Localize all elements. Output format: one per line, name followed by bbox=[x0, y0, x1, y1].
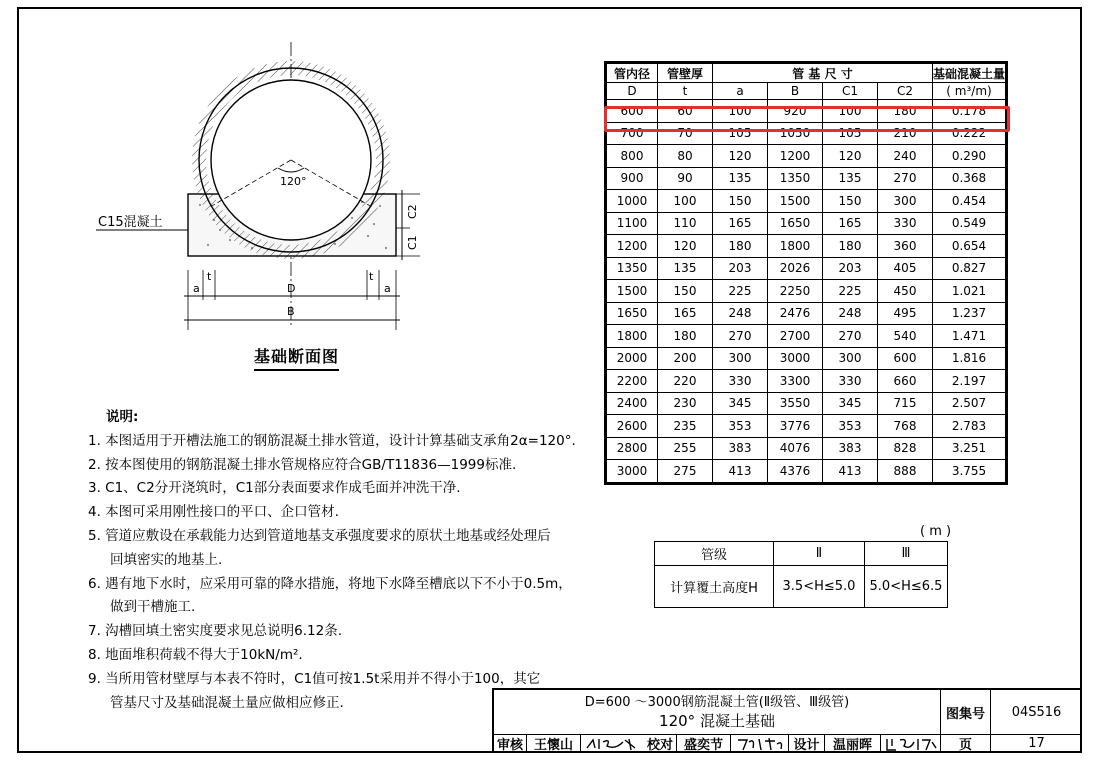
cover-height-label: 计算覆土高度H bbox=[655, 566, 774, 608]
table-cell: 383 bbox=[713, 437, 768, 460]
dim-c1: C1 bbox=[406, 235, 419, 250]
note-line: 6. 遇有地下水时，应采用可靠的降水措施，将地下水降至槽底以下不小于0.5m， bbox=[88, 575, 572, 592]
dim-a-left: a bbox=[193, 282, 200, 295]
table-cell: 275 bbox=[658, 460, 713, 483]
table-cell: 600 bbox=[878, 347, 933, 370]
drawing-title bbox=[494, 690, 940, 734]
cover-value-2: 3.5<H≤5.0 bbox=[774, 566, 865, 608]
table-cell: 1350 bbox=[768, 167, 823, 190]
dim-t-left: t bbox=[207, 270, 212, 283]
table-cell: 300 bbox=[823, 347, 878, 370]
table-cell: 413 bbox=[823, 460, 878, 483]
table-cell: 715 bbox=[878, 392, 933, 415]
notes-title: 说明: bbox=[106, 409, 139, 425]
table-row bbox=[607, 415, 1006, 438]
table-cell: 345 bbox=[713, 392, 768, 415]
table-cell: 353 bbox=[823, 415, 878, 438]
table-cell: 180 bbox=[713, 235, 768, 258]
table-cell: 2800 bbox=[607, 437, 658, 460]
page-label: 页 bbox=[940, 734, 990, 753]
table-cell: 70 bbox=[658, 122, 713, 145]
table-cell: 270 bbox=[823, 325, 878, 348]
table-cell: 330 bbox=[713, 370, 768, 393]
table-cell: 110 bbox=[658, 212, 713, 235]
table-row bbox=[607, 167, 1006, 190]
check-label: 校对 bbox=[646, 738, 673, 753]
table-cell: 100 bbox=[658, 190, 713, 213]
table-row bbox=[607, 280, 1006, 303]
note-line: 回填密实的地基上. bbox=[110, 551, 223, 568]
col-header-volume: 基础混凝土量 bbox=[933, 64, 1006, 83]
reviewer-signature bbox=[580, 734, 644, 753]
table-cell: 270 bbox=[878, 167, 933, 190]
table-cell: 135 bbox=[713, 167, 768, 190]
drawing-title-line1: D=600 ～3000钢筋混凝土管(Ⅱ级管、Ⅲ级管) bbox=[584, 695, 850, 710]
table-cell: 165 bbox=[713, 212, 768, 235]
table-cell: 80 bbox=[658, 145, 713, 168]
dim-t-right: t bbox=[369, 270, 374, 283]
col-header-size: 管 基 尺 寸 bbox=[713, 64, 933, 83]
design-label: 设计 bbox=[788, 734, 824, 753]
table-cell: 768 bbox=[878, 415, 933, 438]
table-cell: 450 bbox=[878, 280, 933, 303]
note-line: 1. 本图适用于开槽法施工的钢筋混凝土排水管道，设计计算基础支承角2α=120°. bbox=[88, 432, 576, 449]
table-cell: 120 bbox=[713, 145, 768, 168]
page-edge bbox=[1087, 0, 1107, 761]
table-cell: 1650 bbox=[607, 302, 658, 325]
table-cell: 3550 bbox=[768, 392, 823, 415]
col-sub-t: t bbox=[658, 83, 713, 100]
table-cell: 2700 bbox=[768, 325, 823, 348]
table-cell: 3300 bbox=[768, 370, 823, 393]
table-cell: 1.816 bbox=[933, 347, 1006, 370]
table-row bbox=[607, 145, 1006, 168]
table-cell: 0.549 bbox=[933, 212, 1006, 235]
table-cell: 888 bbox=[878, 460, 933, 483]
table-cell: 330 bbox=[823, 370, 878, 393]
table-cell: 225 bbox=[713, 280, 768, 303]
table-cell: 1000 bbox=[607, 190, 658, 213]
table-cell: 1500 bbox=[607, 280, 658, 303]
atlas-label: 图集号 bbox=[940, 690, 990, 734]
table-cell: 413 bbox=[713, 460, 768, 483]
col-header-d: 管内径 bbox=[607, 64, 658, 83]
table-cell: 135 bbox=[658, 257, 713, 280]
table-cell: 660 bbox=[878, 370, 933, 393]
table-cell: 360 bbox=[878, 235, 933, 258]
table-cell: 203 bbox=[713, 257, 768, 280]
table-cell: 4076 bbox=[768, 437, 823, 460]
page-number: 17 bbox=[990, 734, 1082, 753]
table-cell: 3.755 bbox=[933, 460, 1006, 483]
table-row bbox=[607, 190, 1006, 213]
note-line: 2. 按本图使用的钢筋混凝土排水管规格应符合GB/T11836—1999标准. bbox=[88, 456, 517, 473]
table-cell: 0.178 bbox=[933, 100, 1006, 123]
table-cell: 383 bbox=[823, 437, 878, 460]
table-cell: 495 bbox=[878, 302, 933, 325]
table-cell: 405 bbox=[878, 257, 933, 280]
table-cell: 105 bbox=[823, 122, 878, 145]
table-row bbox=[607, 437, 1006, 460]
table-cell: 1.021 bbox=[933, 280, 1006, 303]
table-cell: 2.783 bbox=[933, 415, 1006, 438]
table-cell: 1650 bbox=[768, 212, 823, 235]
table-cell: 0.654 bbox=[933, 235, 1006, 258]
note-line: 管基尺寸及基础混凝土量应做相应修正. bbox=[110, 694, 344, 711]
table-cell: 900 bbox=[607, 167, 658, 190]
table-cell: 345 bbox=[823, 392, 878, 415]
table-cell: 150 bbox=[713, 190, 768, 213]
table-cell: 3.251 bbox=[933, 437, 1006, 460]
table-row bbox=[607, 460, 1006, 483]
note-line: 5. 管道应敷设在承载能力达到管道地基支承强度要求的原状土地基或经处理后 bbox=[88, 527, 551, 544]
reviewer-name: 王懷山 bbox=[526, 734, 580, 753]
table-cell: 165 bbox=[658, 302, 713, 325]
note-line: 7. 沟槽回填土密实度要求见总说明6.12条. bbox=[88, 623, 343, 640]
table-cell: 220 bbox=[658, 370, 713, 393]
cover-table bbox=[654, 541, 948, 608]
table-cell: 2.507 bbox=[933, 392, 1006, 415]
table-cell: 700 bbox=[607, 122, 658, 145]
table-cell: 1500 bbox=[768, 190, 823, 213]
table-cell: 2200 bbox=[607, 370, 658, 393]
dim-a-right: a bbox=[384, 282, 391, 295]
table-cell: 225 bbox=[823, 280, 878, 303]
table-cell: 210 bbox=[878, 122, 933, 145]
table-cell: 2250 bbox=[768, 280, 823, 303]
foundation-section-drawing bbox=[80, 30, 420, 350]
table-cell: 0.454 bbox=[933, 190, 1006, 213]
table-cell: 2.197 bbox=[933, 370, 1006, 393]
highlight-box bbox=[604, 106, 1010, 132]
table-cell: 180 bbox=[823, 235, 878, 258]
angle-label: 120° bbox=[280, 175, 307, 188]
table-cell: 100 bbox=[823, 100, 878, 123]
table-cell: 120 bbox=[823, 145, 878, 168]
table-row bbox=[607, 392, 1006, 415]
table-row bbox=[607, 370, 1006, 393]
table-cell: 828 bbox=[878, 437, 933, 460]
table-cell: 248 bbox=[713, 302, 768, 325]
note-line: 3. C1、C2分开浇筑时，C1部分表面要求作成毛面并冲洗干净. bbox=[88, 480, 461, 497]
table-row bbox=[607, 235, 1006, 258]
table-cell: 270 bbox=[713, 325, 768, 348]
table-cell: 3000 bbox=[607, 460, 658, 483]
table-cell: 540 bbox=[878, 325, 933, 348]
table-row bbox=[607, 257, 1006, 280]
table-cell: 920 bbox=[768, 100, 823, 123]
atlas-number: 04S516 bbox=[990, 690, 1082, 734]
table-cell: 353 bbox=[713, 415, 768, 438]
col-sub-c2: C2 bbox=[878, 83, 933, 100]
table-cell: 2476 bbox=[768, 302, 823, 325]
table-cell: 600 bbox=[607, 100, 658, 123]
col-sub-volume: ( m³/m) bbox=[933, 83, 1006, 100]
cover-header-grade: 管级 bbox=[655, 542, 774, 566]
drawing-caption: 基础断面图 bbox=[254, 344, 339, 371]
table-cell: 135 bbox=[823, 167, 878, 190]
table-cell: 300 bbox=[878, 190, 933, 213]
table-cell: 150 bbox=[658, 280, 713, 303]
col-sub-a: a bbox=[713, 83, 768, 100]
dim-d: D bbox=[287, 282, 296, 295]
notes-section bbox=[88, 406, 576, 715]
table-cell: 255 bbox=[658, 437, 713, 460]
table-cell: 90 bbox=[658, 167, 713, 190]
table-row bbox=[607, 302, 1006, 325]
table-cell: 800 bbox=[607, 145, 658, 168]
table-cell: 0.827 bbox=[933, 257, 1006, 280]
cover-grade-3: Ⅲ bbox=[865, 542, 948, 566]
concrete-label: C15混凝土 bbox=[98, 215, 163, 230]
table-cell: 4376 bbox=[768, 460, 823, 483]
table-row bbox=[607, 347, 1006, 370]
note-line: 8. 地面堆积荷载不得大于10kN/m². bbox=[88, 646, 303, 663]
table-cell: 0.290 bbox=[933, 145, 1006, 168]
table-row bbox=[607, 212, 1006, 235]
table-cell: 240 bbox=[878, 145, 933, 168]
table-cell: 120 bbox=[658, 235, 713, 258]
table-cell: 180 bbox=[878, 100, 933, 123]
table-cell: 1.237 bbox=[933, 302, 1006, 325]
note-line: 4. 本图可采用刚性接口的平口、企口管材. bbox=[88, 504, 339, 521]
designer-signature bbox=[880, 734, 940, 753]
table-cell: 230 bbox=[658, 392, 713, 415]
table-cell: 1200 bbox=[607, 235, 658, 258]
cover-value-3: 5.0<H≤6.5 bbox=[865, 566, 948, 608]
checker-name: 盛奕节 bbox=[676, 734, 730, 753]
table-cell: 1800 bbox=[607, 325, 658, 348]
table-cell: 2600 bbox=[607, 415, 658, 438]
table-cell: 203 bbox=[823, 257, 878, 280]
table-cell: 180 bbox=[658, 325, 713, 348]
table-cell: 60 bbox=[658, 100, 713, 123]
col-sub-b: B bbox=[768, 83, 823, 100]
table-cell: 105 bbox=[713, 122, 768, 145]
table-cell: 330 bbox=[878, 212, 933, 235]
table-cell: 1100 bbox=[607, 212, 658, 235]
note-line: 做到干槽施工. bbox=[110, 599, 196, 616]
table-cell: 2400 bbox=[607, 392, 658, 415]
table-cell: 3000 bbox=[768, 347, 823, 370]
note-line: 9. 当所用管材壁厚与本表不符时，C1值可按1.5t采用并不得小于100，其它 bbox=[88, 670, 541, 687]
table-cell: 0.222 bbox=[933, 122, 1006, 145]
designer-name: 温丽晖 bbox=[824, 734, 880, 753]
title-block bbox=[492, 688, 1082, 753]
unit-label: ( m ) bbox=[920, 524, 952, 539]
table-cell: 1350 bbox=[607, 257, 658, 280]
table-cell: 1800 bbox=[768, 235, 823, 258]
table-cell: 1050 bbox=[768, 122, 823, 145]
table-cell: 2000 bbox=[607, 347, 658, 370]
cover-grade-2: Ⅱ bbox=[774, 542, 865, 566]
table-cell: 3776 bbox=[768, 415, 823, 438]
table-cell: 100 bbox=[713, 100, 768, 123]
table-cell: 300 bbox=[713, 347, 768, 370]
col-sub-c1: C1 bbox=[823, 83, 878, 100]
table-cell: 248 bbox=[823, 302, 878, 325]
table-row bbox=[607, 325, 1006, 348]
checker-signature bbox=[730, 734, 788, 753]
col-sub-d: D bbox=[607, 83, 658, 100]
table-cell: 235 bbox=[658, 415, 713, 438]
table-cell: 200 bbox=[658, 347, 713, 370]
drawing-title-line2: 120° 混凝土基础 bbox=[659, 712, 775, 730]
table-cell: 2026 bbox=[768, 257, 823, 280]
col-header-t: 管壁厚 bbox=[658, 64, 713, 83]
dim-c2: C2 bbox=[406, 204, 419, 219]
table-cell: 165 bbox=[823, 212, 878, 235]
review-label: 审核 bbox=[496, 738, 523, 753]
table-cell: 1.471 bbox=[933, 325, 1006, 348]
table-cell: 150 bbox=[823, 190, 878, 213]
dim-b: B bbox=[287, 305, 295, 318]
table-cell: 1200 bbox=[768, 145, 823, 168]
table-cell: 0.368 bbox=[933, 167, 1006, 190]
